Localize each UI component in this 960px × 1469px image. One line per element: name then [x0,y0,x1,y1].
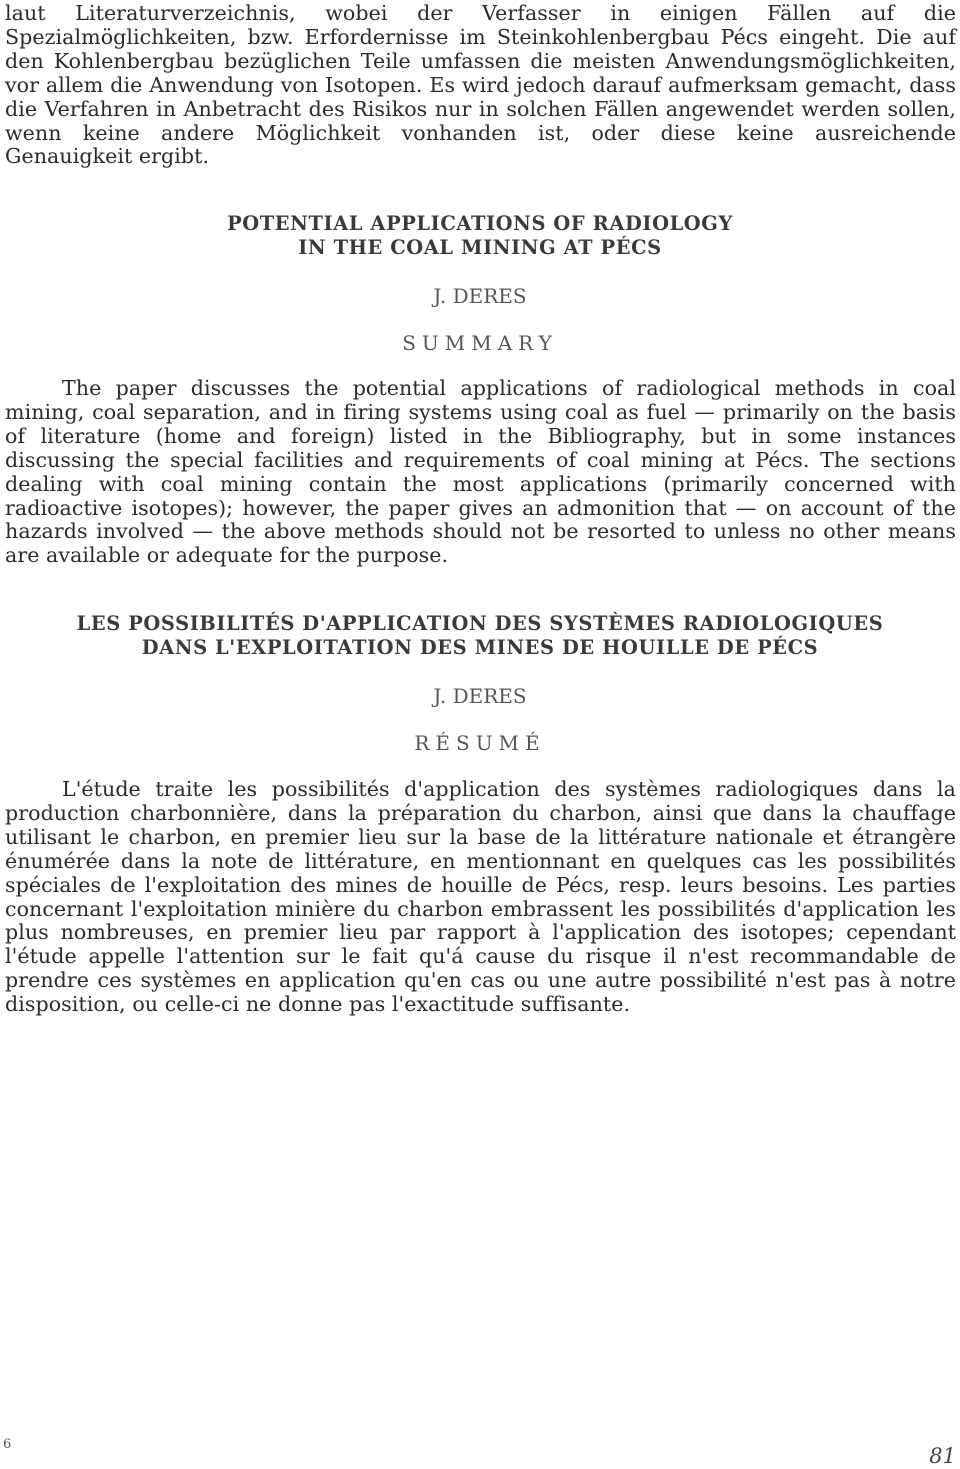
resume-body: L'étude traite les possibilités d'application des systèmes radiologiques dans la production charbonnière, dans la préparation du charbon, ainsi que dans la chauffage utilisant le charbon, en premier lieu sur la base de la littérature nationale et étrangère énumérée dans la note de littérature, en mentionnant en quelques cas les possibilités spéciales de l'exploitation des mines de houille de Pécs, resp. leurs besoins. Les parties concernant l'exploitation minière du charbon embrassent les possibilités d'application les plus nombreuses, en premier lieu par rapport à l'application des isotopes; cependant l'étude appelle l'attention sur le fait qu'á cause du risque il n'est recommandable de prendre ces systèmes en application qu'en cas ou une autre possibilité n'est pas à notre disposition, ou celle-ci ne donne pas l'exactitude suffisante. [5,777,956,1017]
english-title-line-1: POTENTIAL APPLICATIONS OF RADIOLOGY [227,212,733,235]
english-title-line-2: IN THE COAL MINING AT PÉCS [298,236,662,259]
french-title-line-2: DANS L'EXPLOITATION DES MINES DE HOUILLE DE PÉCS [141,636,819,659]
english-author: J. DERES [433,284,527,308]
intro-paragraph: laut Literaturverzeichnis, wobei der Verfasser in einigen Fällen auf die Spezialmöglichkeiten, bzw. Erfordernisse im Steinkohlenbergbau Pécs eingeht. Die auf den Kohlenbergbau bezüglichen Teile umfassen die meisten Anwendungsmöglichkeiten, vor allem die Anwendung von Isotopen. Es wird jedoch darauf aufmerksam gemacht, dass die Verfahren in Anbetracht des Risikos nur in solchen Fällen angewendet werden sollen, wenn keine andere Möglichkeit vonhanden ist, oder diese keine ausreichende Genauigkeit ergibt. [5,1,956,169]
summary-heading: SUMMARY [402,331,558,355]
footer-left-mark: 6 [3,1437,12,1452]
french-title-line-1: LES POSSIBILITÉS D'APPLICATION DES SYSTÈMES RADIOLOGIQUES [76,612,884,635]
resume-heading: RÉSUMÉ [414,731,546,755]
page-number: 81 [929,1444,956,1468]
french-author: J. DERES [433,684,527,708]
summary-body: The paper discusses the potential applications of radiological methods in coal mining, coal separation, and in firing systems using coal as fuel — primarily on the basis of literature (home and foreign) listed in the Bibliography, but in some instances discussing the special facilities and requirements of coal mining at Pécs. The sections dealing with coal mining contain the most applications (primarily concerned with radioactive isotopes); however, the paper gives an admonition that — on account of the hazards involved — the above methods should not be resorted to unless no other means are available or adequate for the purpose. [5,376,956,568]
